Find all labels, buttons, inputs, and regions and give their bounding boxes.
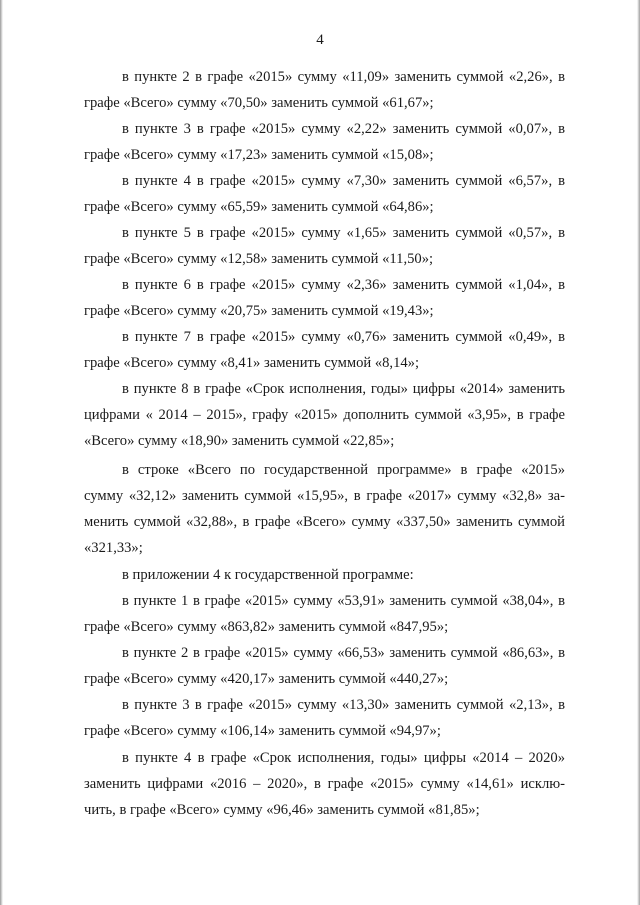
text-line: заменить цифрами «2016 – 2020», в графе «2015» сумму «14,61» исклю- (84, 776, 565, 792)
scan-edge-left (0, 0, 3, 905)
text-line: в пункте 2 в графе «2015» сумму «11,09» заменить суммой «2,26», в (122, 69, 565, 85)
text-line: менить суммой «32,88», в графе «Всего» сумму «337,50» заменить суммой (84, 514, 565, 530)
text-line: цифрами « 2014 – 2015», графу «2015» дополнить суммой «3,95», в графе (84, 407, 565, 423)
text-line: в пункте 1 в графе «2015» сумму «53,91» заменить суммой «38,04», в (122, 593, 565, 609)
text-line: в пункте 6 в графе «2015» сумму «2,36» заменить суммой «1,04», в (122, 277, 565, 293)
text-line: «Всего» сумму «18,90» заменить суммой «22,85»; (84, 433, 395, 449)
text-line: «321,33»; (84, 540, 143, 556)
text-line: сумму «32,12» заменить суммой «15,95», в графе «2017» сумму «32,8» за- (84, 488, 565, 504)
text-line: в строке «Всего по государственной программе» в графе «2015» (122, 462, 565, 478)
text-line: в пункте 5 в графе «2015» сумму «1,65» заменить суммой «0,57», в (122, 225, 565, 241)
text-line: чить, в графе «Всего» сумму «96,46» заменить суммой «81,85»; (84, 802, 480, 818)
text-line: графе «Всего» сумму «12,58» заменить суммой «11,50»; (84, 251, 434, 267)
text-line: в пункте 3 в графе «2015» сумму «2,22» заменить суммой «0,07», в (122, 121, 565, 137)
text-line: графе «Всего» сумму «420,17» заменить суммой «440,27»; (84, 671, 449, 687)
text-line: графе «Всего» сумму «863,82» заменить суммой «847,95»; (84, 619, 449, 635)
text-line: в пункте 4 в графе «2015» сумму «7,30» заменить суммой «6,57», в (122, 173, 565, 189)
text-line: в пункте 3 в графе «2015» сумму «13,30» заменить суммой «2,13», в (122, 697, 565, 713)
text-line: графе «Всего» сумму «70,50» заменить суммой «61,67»; (84, 95, 434, 111)
text-line: в пункте 4 в графе «Срок исполнения, годы» цифры «2014 – 2020» (122, 750, 565, 766)
text-line: графе «Всего» сумму «65,59» заменить суммой «64,86»; (84, 199, 434, 215)
text-line: графе «Всего» сумму «17,23» заменить суммой «15,08»; (84, 147, 434, 163)
text-line: в пункте 8 в графе «Срок исполнения, годы» цифры «2014» заменить (122, 381, 565, 397)
text-line: графе «Всего» сумму «8,41» заменить суммой «8,14»; (84, 355, 420, 371)
text-line: в пункте 2 в графе «2015» сумму «66,53» заменить суммой «86,63», в (122, 645, 565, 661)
page-number: 4 (316, 32, 324, 48)
text-line: графе «Всего» сумму «106,14» заменить суммой «94,97»; (84, 723, 441, 739)
text-line: в пункте 7 в графе «2015» сумму «0,76» заменить суммой «0,49», в (122, 329, 565, 345)
text-line: графе «Всего» сумму «20,75» заменить суммой «19,43»; (84, 303, 434, 319)
text-line: в приложении 4 к государственной программе: (122, 567, 414, 583)
